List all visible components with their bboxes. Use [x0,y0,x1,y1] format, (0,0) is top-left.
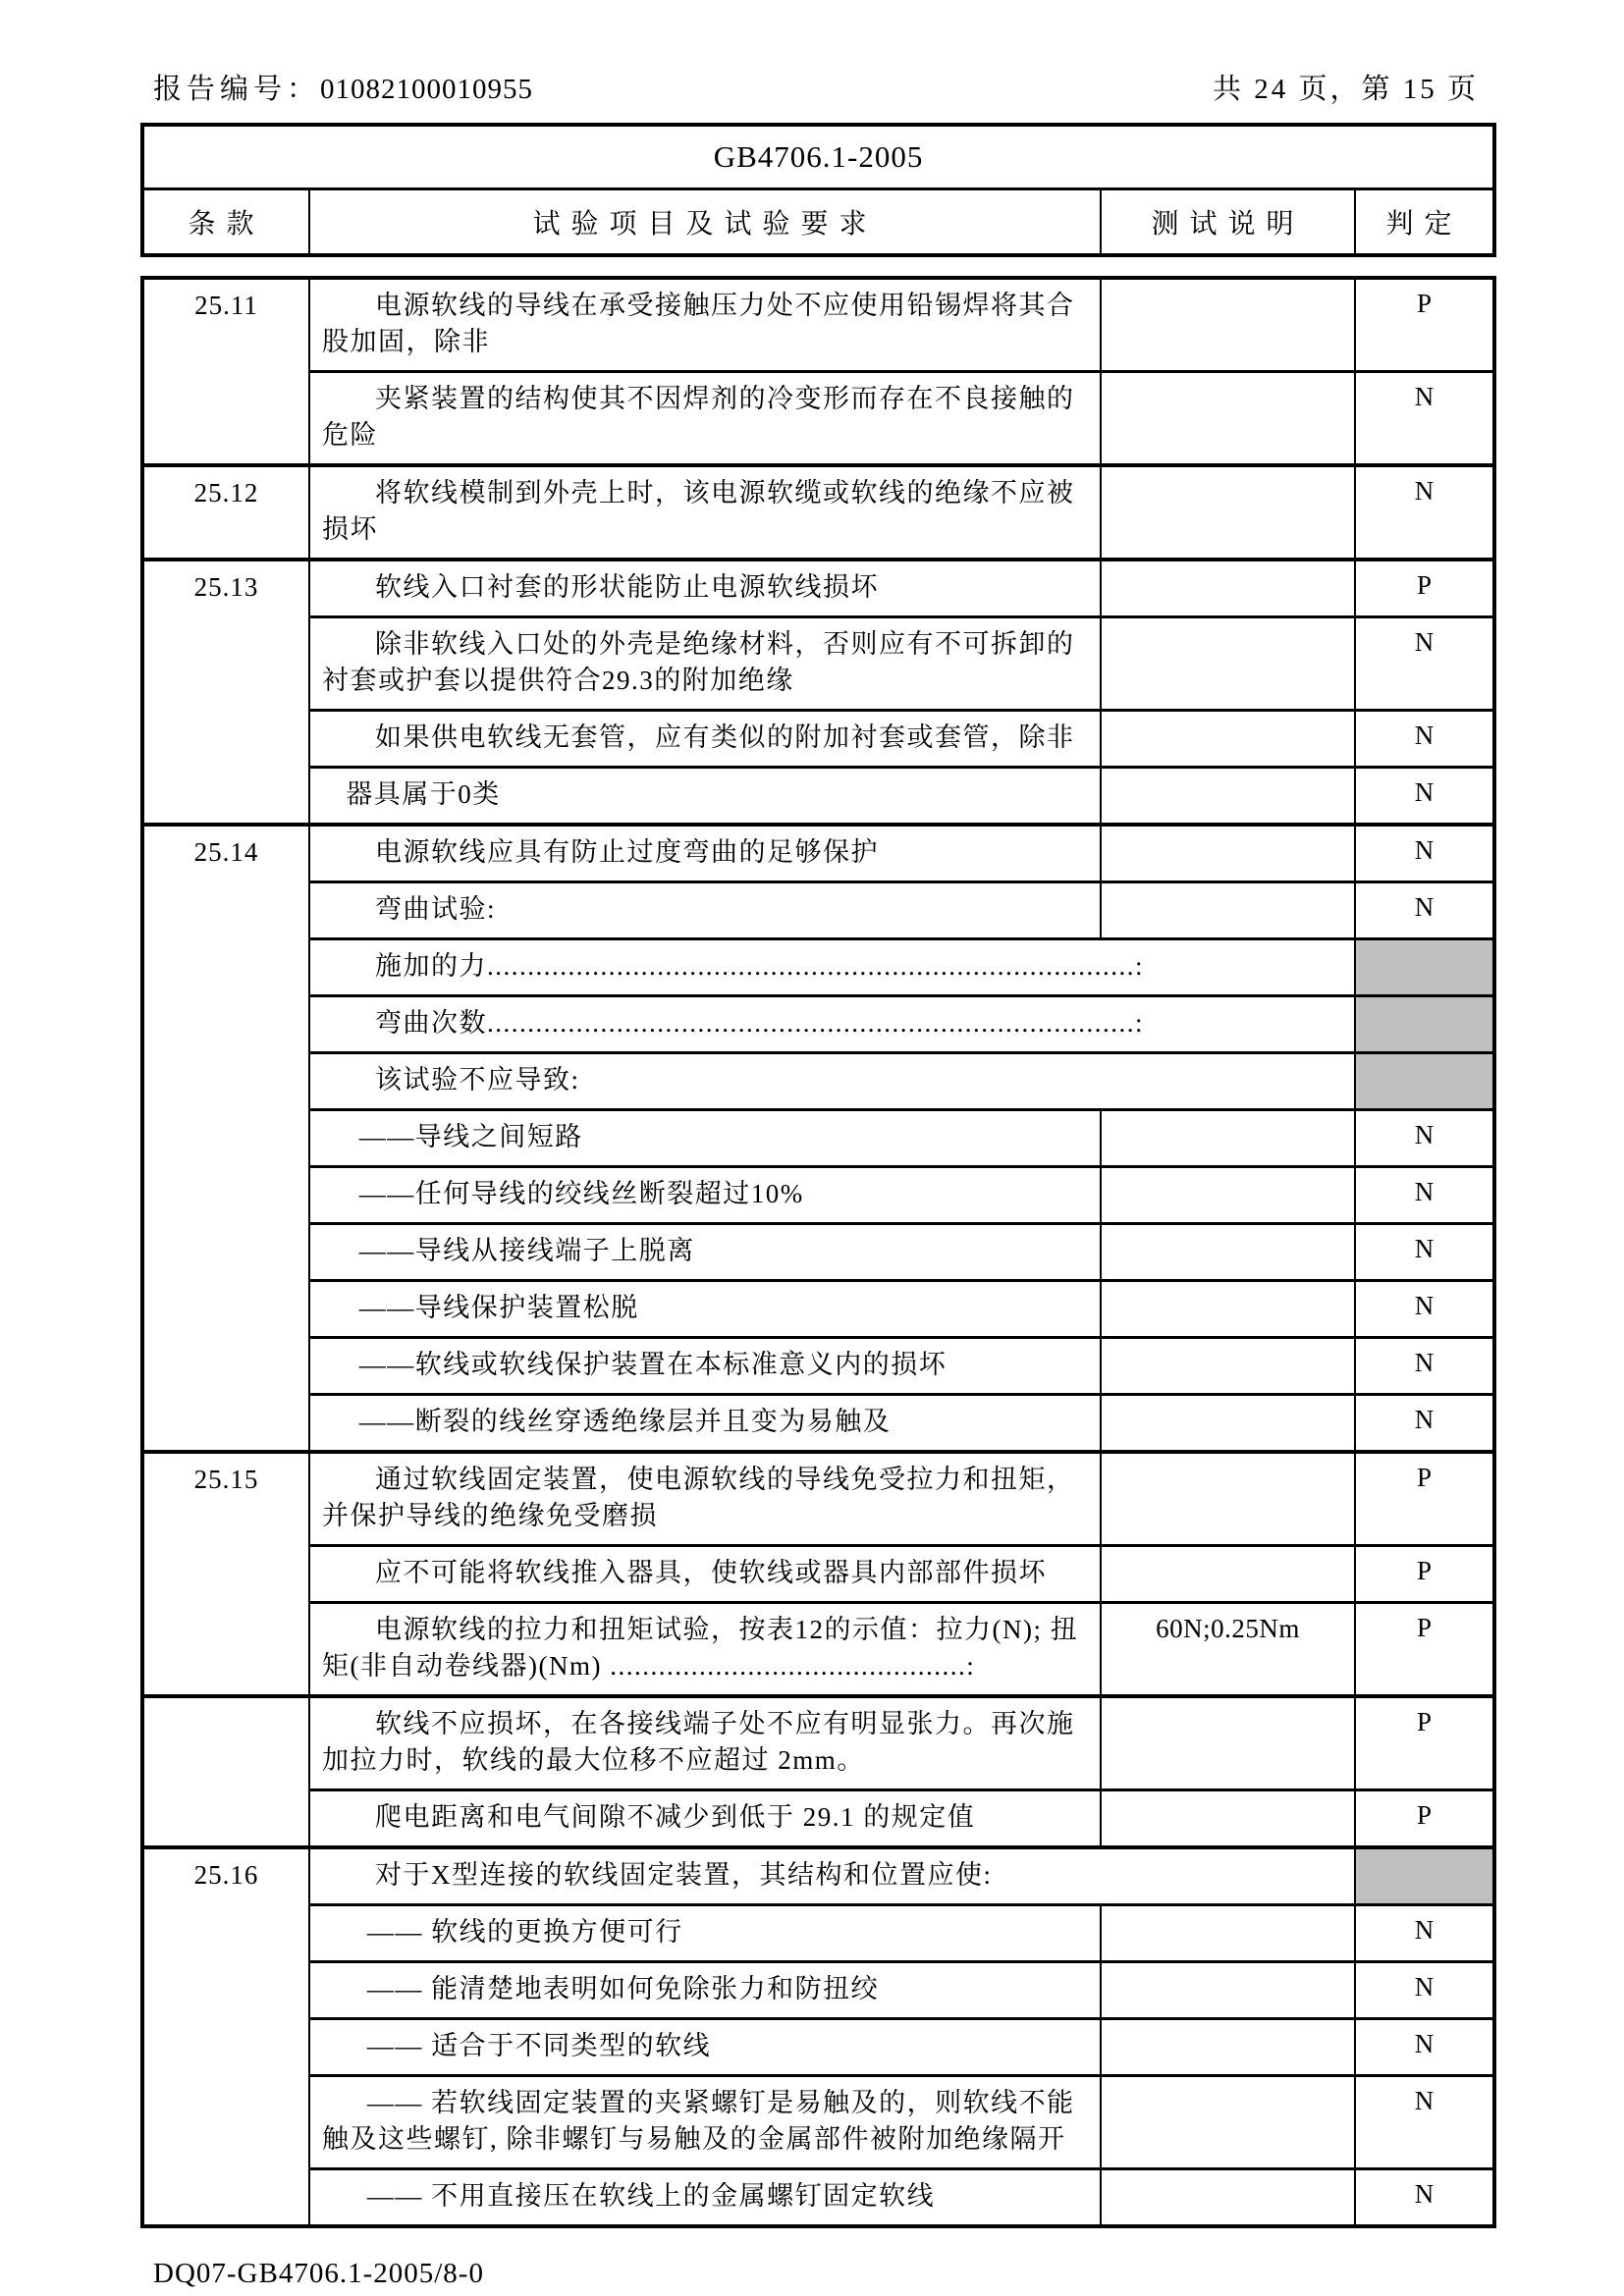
table-row [142,825,1494,882]
remark-cell [1101,2076,1355,2169]
remark-cell [1101,1452,1355,1546]
table-row [142,617,1494,711]
verdict-cell: N [1355,768,1494,826]
clause-cell: 25.11 [142,278,309,465]
table-row [142,939,1494,996]
requirement-cell: ——导线之间短路 [309,1110,1101,1167]
verdict-cell: P [1355,1603,1494,1697]
requirement-cell: 软线入口衬套的形状能防止电源软线损坏 [309,560,1101,617]
verdict-cell: N [1355,1395,1494,1453]
table-row [142,560,1494,617]
requirement-cell: 施加的力................................................................................: [309,939,1355,996]
table-row [142,1053,1494,1110]
verdict-cell: N [1355,711,1494,768]
table-row [142,1790,1494,1848]
report-number-value: 01082100010955 [320,74,534,105]
verdict-cell: N [1355,1962,1494,2019]
remark-cell [1101,465,1355,560]
remark-cell [1101,1167,1355,1224]
remark-cell [1101,560,1355,617]
test-table [140,276,1496,2228]
verdict-cell: N [1355,825,1494,882]
table-row [142,1847,1494,1905]
requirement-cell: ——导线从接线端子上脱离 [309,1224,1101,1281]
table-row [142,1224,1494,1281]
requirement-cell: 弯曲试验: [309,882,1101,939]
remark-cell [1101,768,1355,826]
verdict-cell [1355,996,1494,1053]
remark-cell [1101,882,1355,939]
standard-title: GB4706.1-2005 [142,125,1494,189]
remark-cell [1101,372,1355,466]
verdict-cell: P [1355,1790,1494,1848]
remark-cell [1101,825,1355,882]
table-row [142,1452,1494,1546]
verdict-cell: P [1355,1696,1494,1790]
test-table-body [142,278,1494,2226]
requirement-cell: 将软线模制到外壳上时，该电源软缆或软线的绝缘不应被损坏 [309,465,1101,560]
remark-cell [1101,1224,1355,1281]
requirement-cell: 应不可能将软线推入器具，使软线或器具内部部件损坏 [309,1546,1101,1603]
page-header [0,0,1624,107]
requirement-cell: ——断裂的线丝穿透绝缘层并且变为易触及 [309,1395,1101,1453]
table-row [142,882,1494,939]
verdict-cell: P [1355,278,1494,372]
remark-cell [1101,1790,1355,1848]
table-row [142,711,1494,768]
table-row [142,1546,1494,1603]
verdict-cell [1355,1847,1494,1905]
table-row [142,996,1494,1053]
requirement-cell: 如果供电软线无套管，应有类似的附加衬套或套管，除非 [309,711,1101,768]
table-row [142,1338,1494,1395]
remark-cell [1101,1962,1355,2019]
verdict-cell: N [1355,2169,1494,2227]
remark-cell [1101,278,1355,372]
requirement-cell: 爬电距离和电气间隙不减少到低于 29.1 的规定值 [309,1790,1101,1848]
remark-cell [1101,1338,1355,1395]
requirement-cell: —— 适合于不同类型的软线 [309,2019,1101,2076]
verdict-cell: N [1355,372,1494,466]
requirement-cell: 除非软线入口处的外壳是绝缘材料，否则应有不可拆卸的衬套或护套以提供符合29.3的附加绝缘 [309,617,1101,711]
verdict-cell: N [1355,1167,1494,1224]
remark-cell [1101,2169,1355,2227]
report-number-label: 报告编号： [153,74,321,105]
column-header-remark: 测试说明 [1101,189,1355,256]
verdict-cell: N [1355,1224,1494,1281]
verdict-cell [1355,939,1494,996]
standard-header-table [140,123,1496,257]
requirement-cell: —— 软线的更换方便可行 [309,1905,1101,1962]
table-row [142,768,1494,826]
table-row [142,1962,1494,2019]
verdict-cell: N [1355,2019,1494,2076]
column-header-clause: 条款 [142,189,309,256]
table-row [142,2019,1494,2076]
verdict-cell: N [1355,882,1494,939]
clause-cell: 25.15 [142,1452,309,1696]
requirement-cell: —— 不用直接压在软线上的金属螺钉固定软线 [309,2169,1101,2227]
requirement-cell: 该试验不应导致: [309,1053,1355,1110]
requirement-cell: —— 若软线固定装置的夹紧螺钉是易触及的，则软线不能触及这些螺钉, 除非螺钉与易触及的金属部件被附加绝缘隔开 [309,2076,1101,2169]
remark-cell [1101,1281,1355,1338]
page-count: 共 24 页，第 15 页 [1212,74,1479,105]
requirement-cell: ——导线保护装置松脱 [309,1281,1101,1338]
requirement-cell: 通过软线固定装置，使电源软线的导线免受拉力和扭矩，并保护导线的绝缘免受磨损 [309,1452,1101,1546]
verdict-cell: N [1355,1905,1494,1962]
requirement-cell: 电源软线的拉力和扭矩试验，按表12的示值：拉力(N); 扭矩(非自动卷线器)(Nm) ............................................: [309,1603,1101,1697]
doc-code: DQ07-GB4706.1-2005/8-0 [153,2258,484,2289]
table-row [142,1696,1494,1790]
requirement-cell: 电源软线应具有防止过度弯曲的足够保护 [309,825,1101,882]
verdict-cell: N [1355,465,1494,560]
table-row [142,1603,1494,1697]
table-row [142,372,1494,466]
verdict-cell: P [1355,1452,1494,1546]
table-row [142,278,1494,372]
verdict-cell: N [1355,617,1494,711]
clause-cell [142,1696,309,1847]
table-row [142,1281,1494,1338]
verdict-cell: P [1355,1546,1494,1603]
requirement-cell: 对于X型连接的软线固定装置，其结构和位置应使: [309,1847,1355,1905]
clause-cell: 25.14 [142,825,309,1452]
column-header-row [142,189,1494,256]
remark-cell [1101,1395,1355,1453]
remark-cell: 60N;0.25Nm [1101,1603,1355,1697]
requirement-cell: ——软线或软线保护装置在本标准意义内的损坏 [309,1338,1101,1395]
verdict-cell [1355,1053,1494,1110]
table-row [142,2169,1494,2227]
requirement-cell: 弯曲次数................................................................................: [309,996,1355,1053]
column-header-requirement: 试验项目及试验要求 [309,189,1101,256]
report-number [153,67,533,107]
remark-cell [1101,2019,1355,2076]
verdict-cell: N [1355,1338,1494,1395]
clause-cell: 25.16 [142,1847,309,2226]
remark-cell [1101,711,1355,768]
remark-cell [1101,1696,1355,1790]
column-header-verdict: 判定 [1355,189,1494,256]
requirement-cell: 软线不应损坏，在各接线端子处不应有明显张力。再次施加拉力时，软线的最大位移不应超过 2mm。 [309,1696,1101,1790]
requirement-cell: ——任何导线的绞线丝断裂超过10% [309,1167,1101,1224]
table-row [142,1110,1494,1167]
verdict-cell: N [1355,2076,1494,2169]
table-row [142,2076,1494,2169]
remark-cell [1101,1546,1355,1603]
table-row [142,1395,1494,1453]
verdict-cell: N [1355,1110,1494,1167]
requirement-cell: 夹紧装置的结构使其不因焊剂的冷变形而存在不良接触的危险 [309,372,1101,466]
title-row [142,125,1494,189]
requirement-cell: 器具属于0类 [309,768,1101,826]
remark-cell [1101,617,1355,711]
clause-cell: 25.13 [142,560,309,825]
remark-cell [1101,1110,1355,1167]
remark-cell [1101,1905,1355,1962]
verdict-cell: N [1355,1281,1494,1338]
table-row [142,1167,1494,1224]
table-row [142,465,1494,560]
requirement-cell: —— 能清楚地表明如何免除张力和防扭绞 [309,1962,1101,2019]
table-row [142,1905,1494,1962]
requirement-cell: 电源软线的导线在承受接触压力处不应使用铅锡焊将其合股加固，除非 [309,278,1101,372]
clause-cell: 25.12 [142,465,309,560]
verdict-cell: P [1355,560,1494,617]
